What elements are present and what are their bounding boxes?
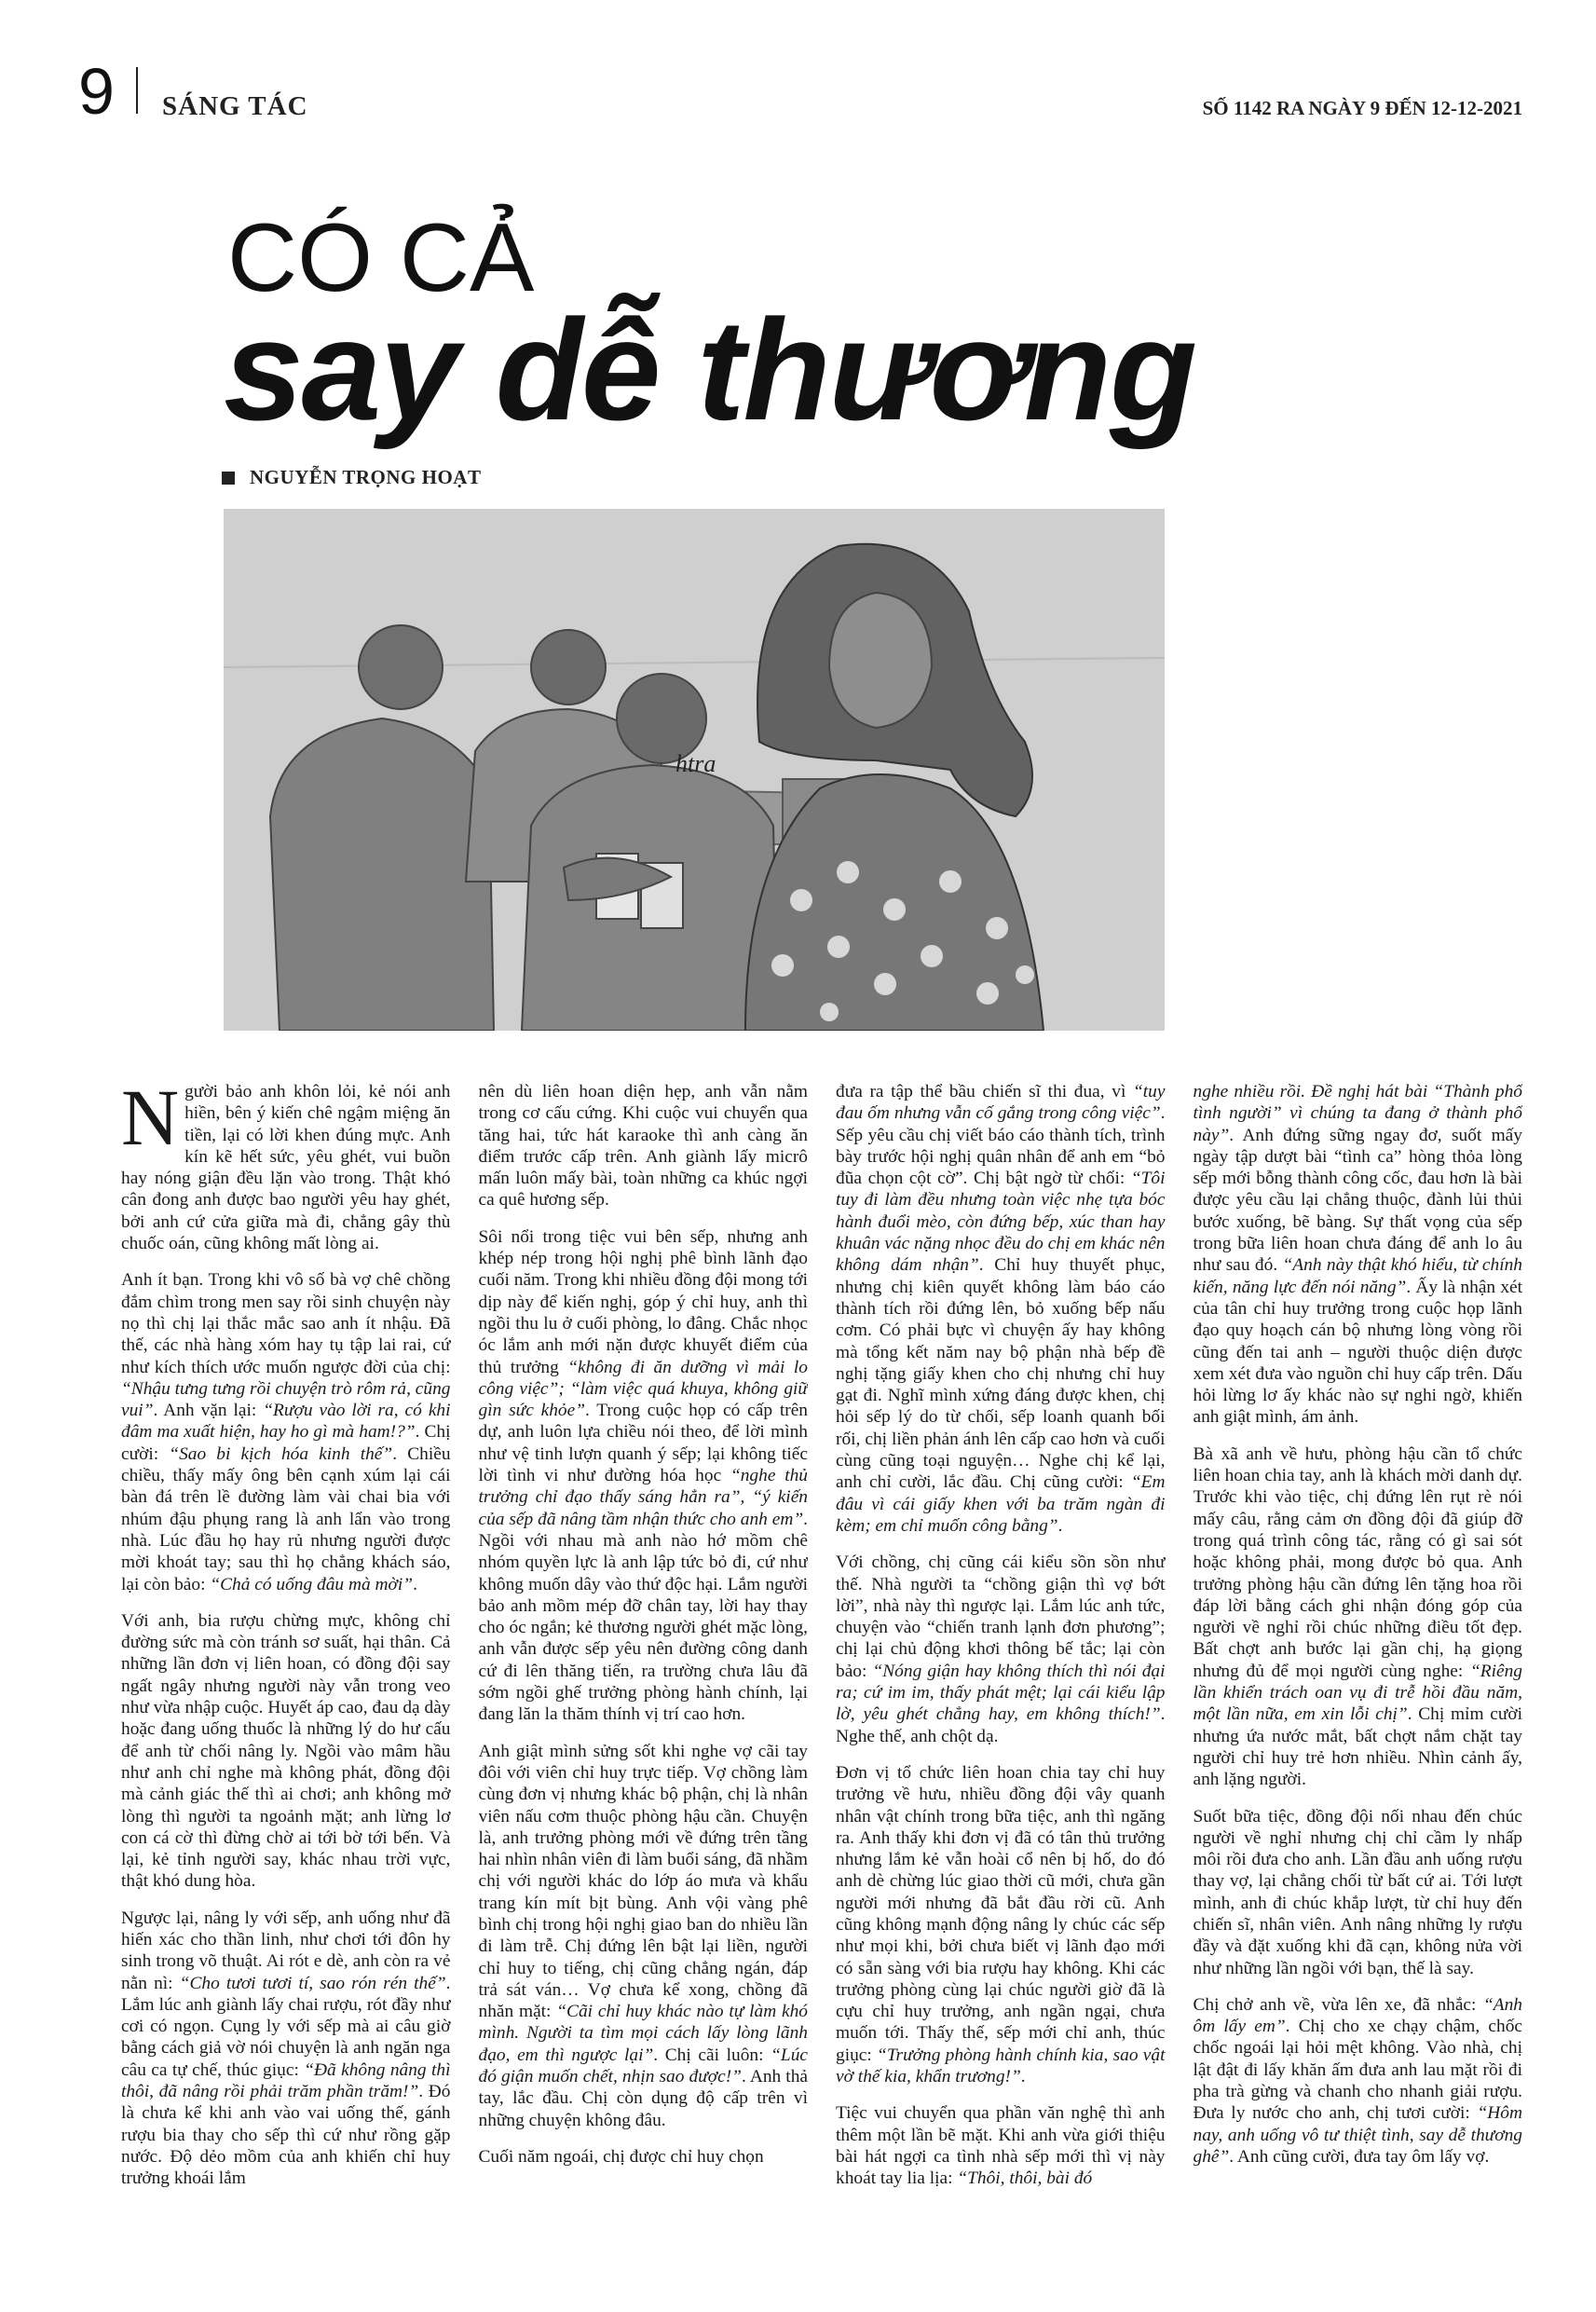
illustration-drawing — [224, 509, 1165, 1031]
paragraph — [1194, 1081, 1523, 1429]
paragraph-text: đưa ra tập thể bầu chiến sĩ thi đua, vì “tuy đau ốm nhưng vẫn cố gắng trong công việc”. Sếp yêu cầu chị viết báo cáo thành tích, trình bày trước hội nghị quân nhân để anh em “bỏ đũa chọn cột cờ”. Chị bật ngờ từ chối: “Tôi tuy đi làm đều nhưng toàn việc nhẹ tựa bóc hành đuổi mèo, còn đứng bếp, xúc than hay khuân vác nặng nhọc đều do chị em khác nên không dám nhận”. Chỉ huy thuyết phục, nhưng chị kiên quyết không làm báo cáo thành tích rồi đứng lên, bỏ xuống bếp nấu cơm. Có phải bực vì chuyện ấy hay không mà tổng kết năm nay bộ phận nhà bếp đề nghị tặng giấy khen cho chị nhưng chỉ huy gạt đi. Nghĩ mình xứng đáng được khen, chị hỏi sếp lý do từ chối, sếp loanh quanh bối rối, chị liền phản ánh lên cấp cao hơn và cuối cùng cũng toại nguyện… Nghe chị kể lại, anh chỉ cười, lắc đầu. Chị cũng cười: “Em đâu vì cái giấy khen với ba trăm ngàn đi kèm; em chỉ muốn công bằng”. — [836, 1082, 1166, 1536]
paragraph-text: Với anh, bia rượu chừng mực, không chỉ đường sức mà còn tránh sơ suất, hại thân. Cả những lần đơn vị liên hoan, có đồng đội say ngất ngây nhưng người này vẫn trong veo như vừa nhập cuộc. Huyết áp cao, đau dạ dày hoặc đang uống thuốc là những lý do hư cấu để anh từ chối nâng ly. Ngồi vào mâm hầu như anh chỉ nghe mà không phát, đồng đội mà cảnh giác thế thì ai chơi; anh không mở lòng thì người ta ngoảnh mặt; anh lừng lơ con cá cờ thì đừng chờ ai tới bờ tới bến. Và lại, kẻ tỉnh người say, khác nhau trời vực, thật khó dung hòa. — [121, 1610, 451, 1892]
paragraph — [121, 1610, 451, 1893]
paragraph — [836, 1081, 1166, 1537]
paragraph-text: Ngược lại, nâng ly với sếp, anh uống như đã hiến xác cho thần linh, như chơi tới đôn hy sinh trong võ thuật. Ai rót e dè, anh còn ra vẻ nằn nì: “Cho tươi tươi tí, sao rón rén thế”. Lắm lúc anh giành lấy chai rượu, rót đầy như cơi có ngọn. Cụng ly với sếp mà ai câu giờ bằng cách giả vờ nói chuyện là anh ngăn nga câu ca tự chế, thúc giục: “Đã không nâng thì thôi, đã nâng rồi phải trăm phần trăm!”. Đó là chưa kể khi anh vào vai uống thế, gánh rượu bia thay cho sếp thì cứ như rồng gặp nước. Độ dẻo mồm của anh khiến chỉ huy trưởng khoái lắm — [121, 1908, 451, 2189]
article-title-line2: say dễ thương — [224, 290, 1196, 450]
paragraph-text: Đơn vị tổ chức liên hoan chia tay chỉ huy trưởng về hưu, nhiều đồng đội vây quanh nhân vật chính trong bữa tiệc, anh thì ngăng ra. Anh thấy khi đơn vị đã có tân thủ trưởng nhưng lắm kẻ vẫn hoài cổ nên bị hố, do đó anh dè chừng lúc giao thời cũ mới, chưa gần người mới nhưng đã bắt đầu rời cũ. Anh cũng không mạnh động nâng ly chúc các sếp như mọi khi, bởi chưa biết vị lãnh đạo mới có sẵn sàng với bia rượu hay không. Khi các trưởng phòng cùng lại chúc người giờ đã là cựu chỉ huy trưởng, anh ngần ngại, chưa muốn tới. Thấy thế, sếp mới chỉ anh, thúc giục: “Trưởng phòng hành chính kia, sao vật vờ thế kia, khẩn trương!”. — [836, 1762, 1166, 2087]
page-header — [78, 54, 1522, 129]
paragraph-text: Bà xã anh về hưu, phòng hậu cần tổ chức liên hoan chia tay, anh là khách mời danh dự. Trước khi vào tiệc, chị đứng lên rụt rè nói mấy câu, rằng cảm ơn đồng đội đã giúp đỡ trong quá trình công tác, rằng có gì sai sót hoặc không phải, mong được bỏ qua. Anh trưởng phòng hậu cần đứng lên tặng hoa rồi đáp lời bằng cách ghi nhận đóng góp của người về nghỉ rồi chúc những điều tốt đẹp. Bất chợt anh bước lại gần chị, hạ giọng nhưng đủ để mọi người cùng nghe: “Riêng lần khiển trách oan vụ đi trễ hồi đầu năm, một lần nữa, em xin lỗi chị”. Chị mỉm cười nhưng ứa nước mắt, bất chợt nắm chặt tay người chỉ huy trẻ hơn nhiều. Nhìn cảnh ấy, anh lặng người. — [1193, 1443, 1522, 1790]
paragraph-text: Cuối năm ngoái, chị được chỉ huy chọn — [478, 2146, 764, 2167]
article-illustration — [224, 509, 1165, 1031]
text-column-1 — [121, 1081, 451, 2255]
byline — [222, 466, 481, 489]
author-name: NGUYỄN TRỌNG HOẠT — [250, 466, 482, 488]
text-column-2 — [479, 1081, 809, 2255]
paragraph — [479, 1741, 809, 2131]
paragraph — [479, 1226, 809, 1726]
paragraph-text: Anh giật mình sửng sốt khi nghe vợ cãi tay đôi với viên chỉ huy trực tiếp. Vợ chồng làm cùng đơn vị nhưng khác bộ phận, chị là nhân viên nấu cơm thuộc phòng hậu cần. Chuyện là, anh trưởng phòng mới về đứng trên tầng hai nhìn nhân viên đi làm buổi sáng, đã nhầm chị với người khác do lớp áo mưa và khẩu trang kín mít bịt bùng. Anh vội vàng phê bình chị trong hội nghị giao ban do nhiều lần đi làm trễ. Chị đứng lên bật lại liền, người chỉ huy to tiếng, chị cũng chẳng ngán, đáp trả sát ván… Vợ chưa kể xong, chồng đã nhăn mặt: “Cãi chỉ huy khác nào tự làm khó mình. Người ta tìm mọi cách lấy lòng lãnh đạo, em thì ngược lại”. Chị cãi luôn: “Lúc đó giận muốn chết, nhịn sao được!”. Anh thả tay, lắc đầu. Chị còn dụng độ cấp trên vì những chuyện không đâu. — [478, 1741, 808, 2130]
article-title-line1: CÓ CẢ — [227, 204, 535, 312]
paragraph — [836, 1762, 1166, 2087]
issue-info: SỐ 1142 RA NGÀY 9 ĐẾN 12-12-2021 — [1202, 97, 1522, 119]
paragraph — [836, 1552, 1166, 1747]
paragraph — [121, 1908, 451, 2190]
text-column-3 — [836, 1081, 1166, 2255]
paragraph-text: Sôi nổi trong tiệc vui bên sếp, nhưng anh khép nép trong hội nghị phê bình lãnh đạo cuối năm. Trong khi nhiều đồng đội mong tới dịp này để kiến nghị, góp ý chỉ huy, anh thì ngồi thu lu ở cuối phòng, lo đâng. Chắc nhọc óc lắm anh mới nặn được khuyết điểm của thủ trưởng “không đi ăn dưỡng vì mải lo công việc”; “làm việc quá khuya, không giữ gìn sức khỏe”. Trong cuộc họp có cấp trên dự, anh luôn lựa chiều nói theo, để lời mình như vệ tinh lượn quanh ý sếp; lại không tiếc lời tình vi như đường hóa học “nghe thủ trưởng chỉ đạo thấy sáng hẳn ra”, “ý kiến của sếp đã nâng tầm nhận thức cho anh em”. Ngồi với nhau mà anh nào hớ mồm chê nhóm quyền lực là anh lập tức bỏ đi, cứ như không muốn dây vào thứ độc hại. Lắm người bảo anh mồm mép đỡ chân tay, lời hay thay cho óc ngắn; kẻ thương người ghét mặc lòng, anh vẫn được sếp yêu nên đường công danh cứ đi lên thăng tiến, ra trường chưa lâu đã sớm ngồi ghế trưởng phòng hành chính, lại đang lăn la thăm thính vị trí cao hơn. — [478, 1226, 808, 1725]
paragraph-text: nghe nhiều rồi. Đề nghị hát bài “Thành phố tình người” vì chúng ta đang ở thành phố này”. Anh đứng sững ngay đơ, suốt mấy ngày tập dượt bài “tình ca” hòng thỏa lòng sếp mới bỗng thành công cốc, đau hơn là bài được yêu cầu lại chẳng thuộc, đành lủi thủi bước xuống, bẽ bàng. Sự thất vọng của sếp trong bữa liên hoan chưa đáng để anh lo âu như sau đó. “Anh này thật khó hiểu, từ chính kiến, năng lực đến nói năng”. Ấy là nhận xét của tân chỉ huy trưởng trong cuộc họp lãnh đạo quy hoạch cán bộ nhưng lòng vòng rồi cũng đến tai anh – người thuộc diện được xem xét đưa vào nguồn chỉ huy cấp trên. Dấu hỏi lừng lơ ấy khác nào sự nghi ngờ, khiến anh giật mình, ám ảnh. — [1193, 1082, 1522, 1428]
paragraph — [836, 2102, 1166, 2189]
paragraph — [479, 1081, 809, 1211]
illustration-signature: htra — [675, 750, 716, 777]
text-column-4 — [1194, 1081, 1523, 2255]
paragraph-text: gười bảo anh khôn lỏi, kẻ nói anh hiền, bên ý kiến chê ngậm miệng ăn tiền, lại có lời khen đúng mực. Anh kín kẽ hết sức, yêu ghét, vui buồn hay nóng giận đều lặn vào trong. Thật khó cân đong anh được bao người yêu hay ghét, bởi anh cứ cửa giữa mà đi, chẳng gây thù chuốc oán, cũng không mất lòng ai. — [121, 1082, 451, 1254]
paragraph — [121, 1081, 451, 1254]
paragraph — [1194, 1994, 1523, 2168]
drop-cap: N — [121, 1081, 180, 1162]
paragraph-text: Chị chở anh về, vừa lên xe, đã nhắc: “Anh ôm lấy em”. Chị cho xe chạy chậm, chốc chốc ngoái lại hỏi mệt không. Vào nhà, chị lật đật đi lấy khăn ấm đưa anh lau mặt rồi đi pha trà gừng và chanh cho nhanh giải rượu. Đưa ly nước cho anh, chị tươi cười: “Hôm nay, anh uống vô tư thiệt tình, say dễ thương ghê”. Anh cũng cười, đưa tay ôm lấy vợ. — [1193, 1994, 1522, 2167]
paragraph-text: Với chồng, chị cũng cái kiểu sồn sồn như thế. Nhà người ta “chồng giận thì vợ bớt lời”, nhà này thì ngược lại. Lắm lúc anh tức, chuyện vào “chiến tranh lạnh đơn phương”; chị lại chủ động khơi thông bế tắc; lại còn bảo: “Nóng giận hay không thích thì nói đại ra; cứ im im, thấy phát mệt; lại cái kiểu lập lờ, yêu ghét chẳng hay, em không thích!”. Nghe thế, anh chột dạ. — [836, 1553, 1166, 1746]
byline-square-icon — [222, 472, 235, 485]
paragraph — [121, 1269, 451, 1594]
paragraph — [1194, 1806, 1523, 1979]
paragraph-text: nên dù liên hoan diện hẹp, anh vẫn nằm trong cơ cấu cứng. Khi cuộc vui chuyển qua tăng hai, tức hát karaoke thì anh càng ăn điểm trước cấp trên. Anh giành lấy micrô mấn luôn mấy bài, toàn những ca khúc ngợi ca quê hương sếp. — [478, 1082, 808, 1211]
header-divider — [136, 67, 138, 114]
article-body — [121, 1081, 1522, 2255]
paragraph — [479, 2146, 809, 2168]
page-number: 9 — [78, 55, 115, 128]
section-label: SÁNG TÁC — [162, 91, 308, 121]
paragraph-text: Anh ít bạn. Trong khi vô số bà vợ chê chồng đắm chìm trong men say rồi sinh chuyện này nọ thì chị lại thắc mắc sao anh ít nhậu. Đã thế, các nhà hàng xóm hay tụ tập lai rai, cứ như kích thích ước muốn ngược đời của chị: “Nhậu tưng tưng rồi chuyện trò rôm rả, cũng vui”. Anh vặn lại: “Rượu vào lời ra, có khi đâm ma xuất hiện, hay ho gì mà ham!?”. Chị cười: “Sao bi kịch hóa kinh thế”. Chiều chiều, thấy mấy ông bên cạnh xúm lại cái bàn đá trên lề đường làm vài chai bia với nhúm đậu phụng rang là anh lẩn vào trong nhà. Lúc đầu họ hay rủ nhưng người được mời khoát tay; sau thì họ chẳng khách sáo, lại còn bảo: “Chả có uống đâu mà mời”. — [121, 1270, 451, 1594]
paragraph-text: Suốt bữa tiệc, đồng đội nối nhau đến chúc người về nghỉ nhưng chị chỉ cầm ly nhấp môi rồi đưa cho anh. Lần đầu anh uống rượu thay vợ, lại chẳng chối từ bất cứ ai. Tới lượt mình, anh đi chúc khắp lượt, từ chỉ huy đến chiến sĩ, nhân viên. Anh nâng những ly rượu đầy và đặt xuống khi đã cạn, không nửa vời như những lần ngồi với bạn, thế là say. — [1193, 1806, 1522, 1978]
paragraph-text: Tiệc vui chuyển qua phần văn nghệ thì anh thêm một lần bẽ mặt. Khi anh vừa giới thiệu bài hát ngợi ca tình nhà sếp mới thì vị này khoát tay lia lịa: “Thôi, thôi, bài đó — [836, 2103, 1166, 2189]
paragraph — [1194, 1443, 1523, 1791]
